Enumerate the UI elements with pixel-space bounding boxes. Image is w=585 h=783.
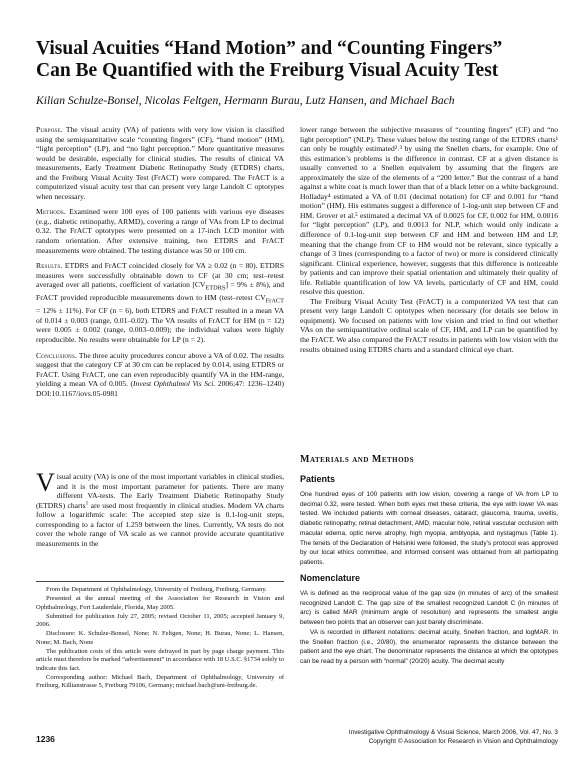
footnote-divider bbox=[36, 581, 284, 582]
intro-ref-sup: 1 bbox=[85, 500, 89, 507]
results-subscript-etdrs: ETDRS bbox=[205, 284, 226, 292]
footnote-publication-costs: The publication costs of this article were defrayed in part by page charge payment. This article must therefore be marked “advertisement” in accordance with 18 U.S.C. §1734 solely to indicate this fact. bbox=[36, 647, 284, 672]
footnote-corresponding-author: Corresponding author: Michael Bach, Department of Ophthalmology, University of Freiburg, Killianstrasse 5, Freiburg 79106, Germany; michael.bach@uni-freiburg.de. bbox=[36, 673, 284, 689]
journal-line-2: Copyright © Association for Research in Vision and Ophthalmology bbox=[368, 737, 558, 745]
footnote-affiliation: From the Department of Ophthalmology, University of Freiburg, Freiburg, Germany. bbox=[46, 586, 267, 593]
conclusions-text: The three acuity procedures concur above a VA of 0.02. The results suggest that the category CF at 30 cm can be replaced by 0.014, using ETDRS or FrACT. Using FrACT, one can even reproducibly quantify VA in the HM-range, yielding a mean VA of 0.005. ( bbox=[36, 350, 284, 389]
abstract-results bbox=[36, 261, 284, 344]
purpose-heading: Purpose. bbox=[36, 125, 63, 134]
results-text: ETDRS and FrACT coincided closely for VA ≥ 0.02 (n = 80). ETDRS measures were successfully obtainable down to CF (at 30 cm; test–retest averaged over all patients, coefficient of variation [CV bbox=[36, 261, 284, 290]
footnote-disclosure: Disclosure: K. Schulze-Bonsel, None; N. Feltgen, None; H. Burau, None; L. Hansen, None; M. Bach, None bbox=[36, 630, 284, 646]
abstract-purpose bbox=[36, 125, 284, 201]
nomenclature-paragraph-2: VA is recorded in different notations: decimal acuity, Snellen fraction, and logMAR. In the Snellen fraction (i.e., 20/80), the enumerator represents the distance between the patient and the eye chart. The denominator represents the distance at which the optotypes can be read by a person with “normal” (20/20) acuity. The decimal acuity bbox=[300, 628, 558, 665]
journal-line-1: Investigative Ophthalmology & Visual Science, March 2006, Vol. 47, No. 3 bbox=[348, 729, 558, 736]
abstract bbox=[36, 125, 284, 404]
title-line-2: Can Be Quantified with the Freiburg Visual Acuity Test bbox=[36, 60, 499, 81]
page-number: 1236 bbox=[36, 734, 55, 744]
abstract-conclusions bbox=[36, 351, 284, 399]
title-line-1: Visual Acuities “Hand Motion” and “Counting Fingers” bbox=[36, 38, 503, 59]
intro-text-2: are used most frequently in clinical studies. Modern VA charts follow a logarithmic scale: The accepted step size is 0.1-log-unit steps, corresponding to a factor of 1.259 between the lines. Currently, VA tests do not cover the whole range of VA scale as we cannot provide accurate quantitative measurements in the bbox=[36, 500, 285, 548]
article-title bbox=[36, 38, 556, 82]
subheading-nomenclature: Nomenclature bbox=[300, 573, 361, 583]
nomenclature-paragraph-1: VA is defined as the reciprocal value of the gap size (in minutes of arc) of the smallest recognized Landolt C. The gap size of the smallest recognized Landolt C (in minutes of arc) is called MAR (minimum angle of resolution) and represents the smallest angle between two points that an observer can just barely discriminate. bbox=[300, 590, 558, 627]
intro-paragraph-1: lower range between the subjective measures of “counting fingers” (CF) and “no light perception” (NLP). These values below the testing range of the ETDRS charts¹ can only be roughly estimated²˒³ by using the Snellen charts, for example. One of this estimation’s problems is the difference in contrast. CF at a given distance is usually converted to a Snellen equivalent by assuming that the fingers are approximately the size of the elements of a “200 letter.” But the contrast of a hand against a white coat is much lower than that of a black letter on a white background. Holladay⁴ estimated a VA of 0.01 (decimal notation) for CF and 0.001 for “hand motion” (HM). His estimates suggest a difference of 1-log-unit step between CF and HM. Grover et al.⁵ estimated a decimal VA of 0.0025 for CF, 0.002 for HM, 0.0016 for “light perception” (LP), and 0.0013 for NLP, which would only indicate a difference of 0.1-log-unit step between CF and HM and between HM and LP, meaning that the change from CF to HM would not be relevant, since typically a change of 3 lines (corresponding to a factor of two) or more is considered clinically significant. Clinical experience, however, suggests that this difference is noticeable by patients and can improve their spatial orientation and ultimately their quality of life. Reliable quantification of low VA levels, particularly of CF and HM, could resolve this question. bbox=[300, 125, 558, 297]
section-heading-methods: Materials and Methods bbox=[300, 454, 414, 465]
intro-paragraph-2: The Freiburg Visual Acuity Test (FrACT) is a computerized VA test that can present very large Landolt C optotypes when necessary (for details see below in equipment). We focused on patients with low vision and tried to find out whether VAs on the semiquantitative ordinal scale of CF, HM, and LP can be quantified by the FrACT. We also compared the FrACT results in patients with low vision with the results obtained using ETDRS charts and a standard clinical eye chart. bbox=[300, 296, 558, 354]
subheading-patients: Patients bbox=[300, 474, 336, 484]
patients-paragraph: One hundred eyes of 100 patients with low vision, covering a range of VA from LP to decimal 0.32, were tested. When both eyes met these criteria, the eye with lower VA was tested. We included patients with corneal diseases, cataract, glaucoma, trauma, uveitis, diabetic retinopathy, retinal detachment, AMD, macular hole, retinal vascular occlusion with macular edema, optic nerve atrophy, high myopia, amblyopia, and nystagmus (Table 1). The tenets of the Declaration of Helsinki were followed, the study’s protocol was approved by our local ethics committee, and informed consent was obtained from all participating patients. bbox=[300, 491, 558, 566]
footnotes bbox=[36, 586, 284, 691]
results-text-c: = 12% ± 11%). For CF (n = 6), both ETDRS and FrACT resulted in a mean VA of 0.014 ± 0.003 (range, 0.01–0.02). The VA results of FrACT for HM (n = 12) were 0.005 ± 0.002 (range, 0.003–0.009); the individual values were highly reproducible. No results were obtainable for LP (n = 2). bbox=[36, 306, 284, 344]
intro-continued bbox=[300, 125, 558, 354]
footnote-presented: Presented at the annual meeting of the Association for Research in Vision and Ophthalmology, Fort Lauderdale, Florida, May 2005. bbox=[36, 595, 284, 611]
nomenclature-text bbox=[300, 589, 558, 667]
purpose-text: The visual acuity (VA) of patients with very low vision is classified using the semiquantitative scale “counting fingers” (CF), “hand motion” (HM), “light perception” (LP), and “no light perception.” More quantitative measures would be desirable, especially for clinical studies. The results of clinical VA measurements, Early Treatment Diabetic Retinopathy Study (ETDRS) charts, and the Freiburg Visual Acuity Test (FrACT) were compared. The FrACT is a computerized visual acuity test that can present very large Landolt C optotypes when necessary. bbox=[36, 125, 284, 201]
results-subscript-fract: FrACT bbox=[265, 297, 284, 305]
results-heading: Results. bbox=[36, 261, 63, 271]
introduction bbox=[36, 468, 285, 548]
intro-text: isual acuity (VA) is one of the most important variables in clinical studies, and it is the most important parameter for patients. There are many different VA-tests. The Early Treatment Diabetic Retinopathy Study (ETDRS) charts bbox=[36, 472, 284, 510]
journal-footer bbox=[307, 729, 558, 746]
methods-heading: Methods. bbox=[36, 207, 66, 217]
author-list: Kilian Schulze-Bonsel, Nicolas Feltgen, Hermann Burau, Lutz Hansen, and Michael Bach bbox=[36, 94, 455, 107]
results-text-b: ] = 9% ± 8%), and FrACT provided reproducible measurements down to HM (test–retest CV bbox=[36, 280, 285, 303]
methods-text: Examined were 100 eyes of 100 patients with various eye diseases (e.g., diabetic retinopathy, ARMD), covering a range of VAs from LP to decimal 0.32. The FrACT optotypes were presented on a 17-inch LCD monitor with random orientation. After extensive training, two ETDRS and FrACT measurements were obtained. The testing distance was 50 or 100 cm. bbox=[36, 207, 284, 255]
drop-cap: V bbox=[36, 468, 55, 497]
journal-reference: Invest Ophthalmol Vis Sci. bbox=[133, 379, 216, 389]
footnote-submitted: Submitted for publication July 27, 2005; revised October 11, 2005; accepted January 9, 2006. bbox=[36, 612, 284, 628]
citation-tail: 2006;47: 1236–1240) DOI:10.1167/iovs.05-0981 bbox=[36, 379, 284, 398]
conclusions-heading: Conclusions. bbox=[36, 350, 78, 360]
abstract-methods bbox=[36, 207, 284, 255]
